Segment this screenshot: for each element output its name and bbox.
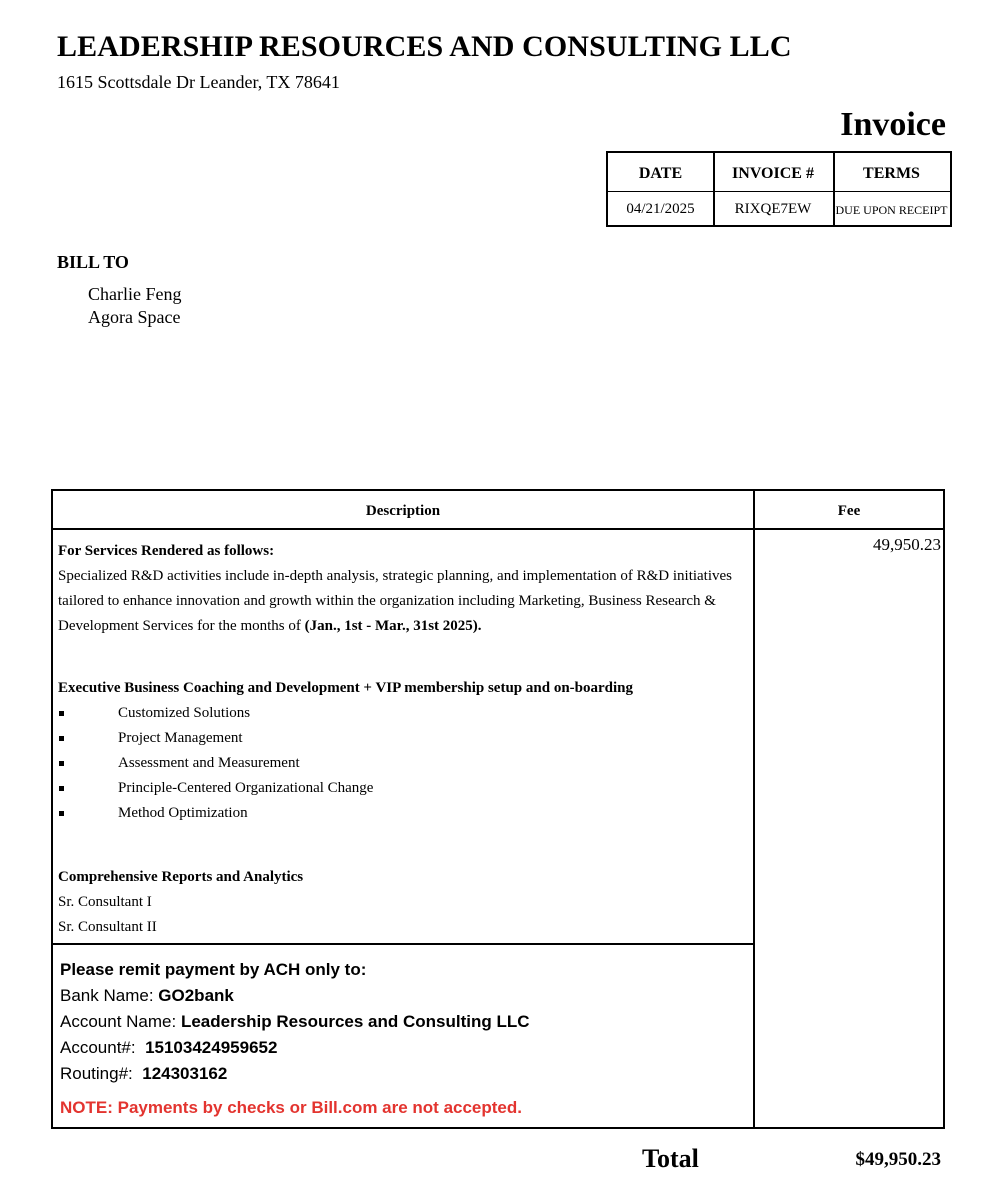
routing-number-label: Routing#: <box>60 1064 133 1083</box>
bullet-square-icon <box>59 711 64 716</box>
bank-name-row <box>60 983 750 1009</box>
services-block <box>58 539 748 639</box>
account-name-row <box>60 1009 750 1035</box>
bullet-square-icon <box>59 811 64 816</box>
payment-note: NOTE: Payments by checks or Bill.com are not accepted. <box>60 1098 522 1117</box>
invoice-number-header: INVOICE # <box>732 165 814 182</box>
bullet-square-icon <box>59 786 64 791</box>
company-name: LEADERSHIP RESOURCES AND CONSULTING LLC <box>57 30 792 63</box>
reports-heading: Comprehensive Reports and Analytics <box>58 869 304 885</box>
coaching-heading: Executive Business Coaching and Development + VIP membership setup and on-boarding <box>58 680 634 696</box>
bill-to-label: BILL TO <box>57 252 129 272</box>
routing-number-value: 124303162 <box>142 1064 228 1083</box>
total-label: Total <box>642 1144 699 1173</box>
list-item-label: Project Management <box>118 730 243 746</box>
remit-divider <box>53 943 755 945</box>
services-period: (Jan., 1st - Mar., 31st 2025). <box>304 618 482 634</box>
header-divider <box>53 528 943 530</box>
date-header: DATE <box>638 165 683 182</box>
invoice-number-column <box>713 153 835 225</box>
list-item-label: Customized Solutions <box>118 705 251 721</box>
bill-to-name: Charlie Feng <box>88 284 182 304</box>
company-address: 1615 Scottsdale Dr Leander, TX 78641 <box>57 72 340 92</box>
meta-divider <box>608 191 950 192</box>
terms-header: TERMS <box>863 165 920 182</box>
date-column <box>608 153 715 225</box>
account-number-value: 15103424959652 <box>145 1038 278 1057</box>
bullet-square-icon <box>59 761 64 766</box>
remit-title: Please remit payment by ACH only to: <box>60 960 367 979</box>
list-item <box>58 701 373 726</box>
list-item <box>58 726 373 751</box>
fee-amount: 49,950.23 <box>873 535 941 554</box>
fee-header: Fee <box>837 503 861 519</box>
terms-value: DUE UPON RECEIPT <box>835 203 948 217</box>
account-number-row <box>60 1035 750 1061</box>
line-items-table <box>51 489 945 1129</box>
list-item-label: Method Optimization <box>118 805 248 821</box>
routing-number-row <box>60 1061 750 1087</box>
list-item <box>58 801 373 826</box>
total-amount: $49,950.23 <box>855 1149 941 1170</box>
invoice-number: RIXQE7EW <box>734 201 812 217</box>
bullet-square-icon <box>59 736 64 741</box>
services-text: Specialized R&D activities include in-depth analysis, strategic planning, and implementation of R&D initiatives tailored to enhance innovation and growth within the organization including Marketing, Business Research & Development Services for the months of <box>58 568 733 634</box>
services-heading: For Services Rendered as follows: <box>58 543 275 559</box>
account-number-label: Account#: <box>60 1038 136 1057</box>
list-item-label: Principle-Centered Organizational Change <box>118 780 374 796</box>
document-title: Invoice <box>840 106 946 143</box>
bill-to-company: Agora Space <box>88 307 181 327</box>
remit-block <box>60 957 750 1121</box>
list-item <box>58 751 373 776</box>
services-description <box>58 564 748 639</box>
invoice-meta-table <box>606 151 952 227</box>
account-name-label: Account Name: <box>60 1012 177 1031</box>
consultant-2: Sr. Consultant II <box>58 919 157 935</box>
list-item-label: Assessment and Measurement <box>118 755 300 771</box>
coaching-list <box>58 701 373 826</box>
invoice-date: 04/21/2025 <box>626 201 695 217</box>
list-item <box>58 776 373 801</box>
bank-name-value: GO2bank <box>158 986 234 1005</box>
reports-block <box>58 865 748 940</box>
terms-column <box>833 153 950 225</box>
column-divider <box>753 491 755 1127</box>
consultant-1: Sr. Consultant I <box>58 894 152 910</box>
bank-name-label: Bank Name: <box>60 986 154 1005</box>
description-header: Description <box>365 503 441 519</box>
account-name-value: Leadership Resources and Consulting LLC <box>180 1012 530 1031</box>
